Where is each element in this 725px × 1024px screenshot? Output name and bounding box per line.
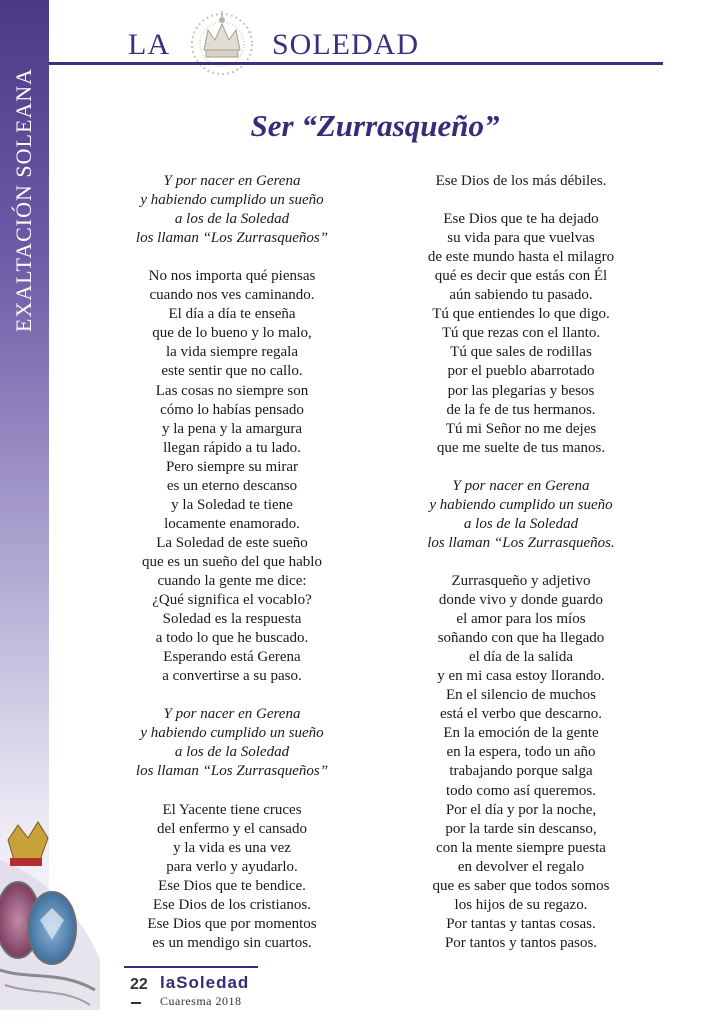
stanza-gap [391,553,651,572]
poem-line: todo como así queremos. [446,782,596,799]
poem-line: y la Soledad te tiene [171,496,293,513]
stanza-gap [391,458,651,477]
poem-line: Ese Dios que te bendice. [158,877,306,894]
poem-line: Zurrasqueño y adjetivo [451,572,591,589]
poem-line: Por tantos y tantos pasos. [444,934,598,951]
poem-line: Esperando está Gerena [163,649,301,666]
poem-line: locamente enamorado. [164,515,300,532]
header-la: LA [128,28,170,61]
poem-line: El día a día te enseña [168,306,296,323]
poem-line: Ese Dios que por momentos [147,915,317,932]
poem-line: Pero siempre su mirar [165,458,299,475]
poem-line: es un eterno descanso [166,477,298,494]
poem-line: su vida para que vuelvas [447,230,595,247]
stanza-gap [102,686,362,705]
poem-line: Tú mi Señor no me dejes [445,420,597,437]
poem-line: es un mendigo sin cuartos. [152,934,312,951]
poem-column-left [102,172,362,953]
poem-line: cómo lo habías pensado [160,401,304,418]
poem-line: Ese Dios de los cristianos. [153,896,311,913]
poem-line: a los de la Soledad [174,744,290,761]
stanza-gap [102,248,362,267]
poem-line: soñando con que ha llegado [437,630,605,647]
poem-line: por la tarde sin descanso, [445,820,597,837]
poem-line: que me suelte de tus manos. [436,439,606,456]
poem-line: este sentir que no callo. [161,363,303,380]
poem-line: la vida siempre regala [165,344,299,361]
poem-line: en la espera, todo un año [446,744,596,761]
poem-line: para verlo y ayudarlo. [166,858,298,875]
page-number-dash [131,1002,141,1004]
poem-line: y habiendo cumplido un sueño [140,725,324,742]
poem-line: Y por nacer en Gerena [163,173,301,189]
footer-issue-year: 2018 [215,994,242,1008]
brotherhood-emblem-icon [0,820,110,1010]
footer-rule [124,966,258,968]
poem-line: Soledad es la respuesta [162,611,302,628]
poem-line: Por tantas y tantas cosas. [446,915,596,932]
poem-line: el día de la salida [468,649,574,666]
poem-line: a los de la Soledad [174,211,290,228]
page-title: Ser “Zurrasqueño” [250,108,500,143]
poem-line: los hijos de su regazo. [454,896,588,913]
poem-line: y en mi casa estoy llorando. [437,668,605,685]
poem-line: del enfermo y el cansado [157,820,307,837]
poem-line: y la pena y la amargura [161,420,303,437]
page-number: 22 [130,976,148,993]
poem-line: Por el día y por la noche, [445,801,597,818]
crown-emblem-icon [182,6,262,76]
poem-line: los llaman “Los Zurrasqueños. [427,534,615,551]
poem-line: Y por nacer en Gerena [163,706,301,723]
chorus-stanza [102,705,362,781]
poem-column-right [391,172,651,953]
poem-line: y habiendo cumplido un sueño [140,192,324,209]
poem-line: donde vivo y donde guardo [438,592,604,609]
footer-issue [160,994,241,1009]
poem-line: que es un sueño del que hablo [142,553,322,570]
verse-stanza [102,267,362,686]
poem-line: está el verbo que descarno. [439,706,602,723]
poem-line: ¿Qué significa el vocablo? [152,592,312,609]
verse-stanza [391,172,651,191]
poem-line: los llaman “Los Zurrasqueños” [135,230,329,247]
poem-line: qué es decir que estás con Él [434,268,608,285]
poem-line: La Soledad de este sueño [156,534,308,551]
poem-line: Tú que sales de rodillas [450,344,592,361]
poem-line: No nos importa qué piensas [148,268,316,285]
poem-line: de la fe de tus hermanos. [446,401,596,418]
poem-line: que de lo bueno y lo malo, [152,325,312,342]
poem-line: Las cosas no siempre son [155,382,309,399]
poem-line: por el pueblo abarrotado [447,363,595,380]
stanza-gap [391,191,651,210]
poem-line: y habiendo cumplido un sueño [429,496,613,513]
poem-line: Ese Dios que te ha dejado [443,211,599,228]
poem-line: y la vida es una vez [173,839,291,856]
verse-stanza [391,572,651,953]
poem-line: en devolver el regalo [457,858,585,875]
poem-line: el amor para los míos [456,611,586,628]
poem-line: llegan rápido a tu lado. [163,439,301,456]
poem-line: En la emoción de la gente [443,725,599,742]
poem-line: que es saber que todos somos [432,877,610,894]
footer-brand: laSoledad [160,973,250,992]
poem-line: los llaman “Los Zurrasqueños” [135,763,329,780]
poem-line: aún sabiendo tu pasado. [449,287,593,304]
poem-line: con la mente siempre puesta [436,839,606,856]
chorus-stanza [102,172,362,248]
poem-line: Y por nacer en Gerena [452,477,590,494]
poem-line: El Yacente tiene cruces [162,801,302,818]
verse-stanza [391,210,651,458]
poem-line: Tú que rezas con el llanto. [441,325,601,342]
poem-line: de este mundo hasta el milagro [427,249,615,266]
footer-issue-name: Cuaresma [160,994,212,1008]
poem-line: trabajando porque salga [449,763,593,780]
chorus-stanza [391,477,651,553]
side-title-text: EXALTACIÓN SOLEANA [11,67,37,333]
poem-line: cuando la gente me dice: [157,572,307,589]
side-title [3,67,45,333]
poem-line: por las plegarias y besos [447,382,595,399]
poem-line: a todo lo que he buscado. [155,630,309,647]
poem-line: cuando nos ves caminando. [149,287,315,304]
header-soledad: SOLEDAD [272,28,419,61]
poem-line: En el silencio de muchos [446,687,596,704]
stanza-gap [102,782,362,801]
poem-line: Tú que entiendes lo que digo. [432,306,610,323]
poem-line: a los de la Soledad [463,515,579,532]
poem-line: Ese Dios de los más débiles. [435,173,607,189]
poem-line: a convertirse a su paso. [162,668,302,685]
header-rule [49,62,663,65]
verse-stanza [102,801,362,953]
